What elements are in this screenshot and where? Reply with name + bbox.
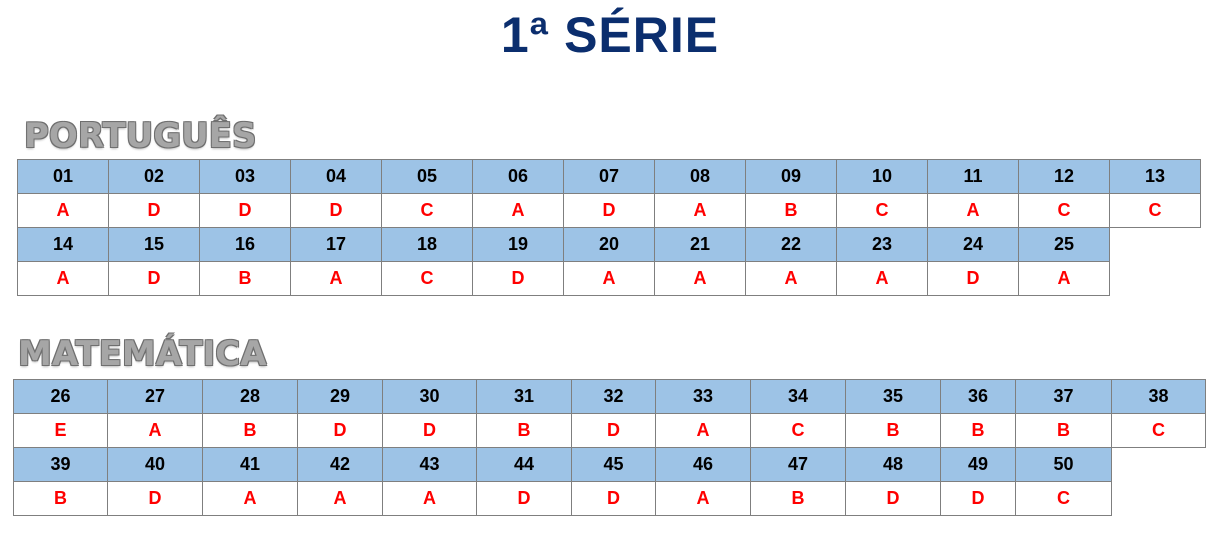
question-number-cell: 32	[571, 379, 656, 414]
answer-cell: D	[290, 193, 382, 228]
question-number-cell: 48	[845, 447, 941, 482]
answer-cell: B	[199, 261, 291, 296]
question-number-cell: 47	[750, 447, 846, 482]
question-number-cell: 35	[845, 379, 941, 414]
question-number-cell: 11	[927, 159, 1019, 194]
answer-cell: D	[845, 481, 941, 516]
question-number-cell: 07	[563, 159, 655, 194]
answer-cell: A	[472, 193, 564, 228]
question-number-cell: 39	[13, 447, 108, 482]
question-number-cell: 28	[202, 379, 298, 414]
question-number-cell: 20	[563, 227, 655, 262]
answer-cell: A	[17, 193, 109, 228]
page-title: 1ª SÉRIE	[500, 7, 720, 63]
answer-cell: D	[940, 481, 1016, 516]
answer-cell: C	[1111, 413, 1206, 448]
question-number-cell: 02	[108, 159, 200, 194]
question-number-cell: 42	[297, 447, 383, 482]
answer-cell: A	[202, 481, 298, 516]
answer-cell: B	[202, 413, 298, 448]
question-number-cell: 10	[836, 159, 928, 194]
question-number-cell: 50	[1015, 447, 1112, 482]
question-number-cell: 19	[472, 227, 564, 262]
question-number-cell: 13	[1109, 159, 1201, 194]
answer-cell: D	[472, 261, 564, 296]
answer-cell: A	[655, 413, 751, 448]
section-title-portugues: PORTUGUÊS	[24, 116, 257, 156]
answer-cell: D	[108, 261, 200, 296]
question-number-cell: 01	[17, 159, 109, 194]
question-number-cell: 29	[297, 379, 383, 414]
answer-cell: A	[745, 261, 837, 296]
answer-cell: A	[290, 261, 382, 296]
answer-cell: C	[381, 261, 473, 296]
question-number-cell: 37	[1015, 379, 1112, 414]
answer-cell: C	[381, 193, 473, 228]
question-number-cell: 18	[381, 227, 473, 262]
answer-row	[14, 482, 1206, 516]
question-number-cell: 34	[750, 379, 846, 414]
answer-cell: C	[1018, 193, 1110, 228]
answer-cell: B	[13, 481, 108, 516]
question-number-cell: 08	[654, 159, 746, 194]
answer-cell: B	[845, 413, 941, 448]
question-number-cell: 49	[940, 447, 1016, 482]
question-number-cell: 33	[655, 379, 751, 414]
answer-cell: A	[836, 261, 928, 296]
question-number-row	[18, 228, 1201, 262]
question-number-cell: 30	[382, 379, 477, 414]
question-number-cell: 16	[199, 227, 291, 262]
answer-row	[18, 194, 1201, 228]
question-number-cell: 17	[290, 227, 382, 262]
question-number-cell: 12	[1018, 159, 1110, 194]
question-number-cell: 36	[940, 379, 1016, 414]
answer-cell: A	[107, 413, 203, 448]
answer-cell: A	[655, 481, 751, 516]
answer-grid-portugues	[18, 160, 1201, 296]
answer-cell: D	[199, 193, 291, 228]
answer-cell: B	[745, 193, 837, 228]
answer-cell: A	[17, 261, 109, 296]
answer-row	[14, 414, 1206, 448]
answer-cell: A	[297, 481, 383, 516]
answer-cell: D	[571, 413, 656, 448]
question-number-cell: 40	[107, 447, 203, 482]
answer-cell: D	[297, 413, 383, 448]
answer-cell: A	[1018, 261, 1110, 296]
question-number-cell: 03	[199, 159, 291, 194]
answer-cell: D	[927, 261, 1019, 296]
answer-cell: E	[13, 413, 108, 448]
question-number-cell: 31	[476, 379, 572, 414]
answer-cell: D	[108, 193, 200, 228]
answer-cell: A	[563, 261, 655, 296]
answer-cell: A	[927, 193, 1019, 228]
question-number-cell: 43	[382, 447, 477, 482]
answer-cell: A	[654, 261, 746, 296]
answer-cell: B	[476, 413, 572, 448]
question-number-row	[18, 160, 1201, 194]
answer-cell: D	[476, 481, 572, 516]
question-number-row	[14, 448, 1206, 482]
question-number-cell: 27	[107, 379, 203, 414]
question-number-cell: 46	[655, 447, 751, 482]
answer-row	[18, 262, 1201, 296]
question-number-cell: 14	[17, 227, 109, 262]
answer-cell: A	[654, 193, 746, 228]
question-number-row	[14, 380, 1206, 414]
answer-cell: C	[1015, 481, 1112, 516]
answer-cell: D	[563, 193, 655, 228]
question-number-cell: 15	[108, 227, 200, 262]
answer-cell: A	[382, 481, 477, 516]
answer-cell: B	[940, 413, 1016, 448]
answer-cell: C	[750, 413, 846, 448]
question-number-cell: 25	[1018, 227, 1110, 262]
question-number-cell: 38	[1111, 379, 1206, 414]
answer-cell: C	[836, 193, 928, 228]
question-number-cell: 45	[571, 447, 656, 482]
question-number-cell: 06	[472, 159, 564, 194]
question-number-cell: 41	[202, 447, 298, 482]
question-number-cell: 09	[745, 159, 837, 194]
answer-cell: D	[107, 481, 203, 516]
answer-cell: B	[1015, 413, 1112, 448]
question-number-cell: 44	[476, 447, 572, 482]
answer-cell: B	[750, 481, 846, 516]
question-number-cell: 22	[745, 227, 837, 262]
answer-cell: D	[382, 413, 477, 448]
question-number-cell: 24	[927, 227, 1019, 262]
section-title-matematica: MATEMÁTICA	[18, 334, 267, 374]
question-number-cell: 23	[836, 227, 928, 262]
answer-cell: C	[1109, 193, 1201, 228]
question-number-cell: 21	[654, 227, 746, 262]
answer-cell: D	[571, 481, 656, 516]
question-number-cell: 05	[381, 159, 473, 194]
answer-grid-matematica	[14, 380, 1206, 516]
question-number-cell: 04	[290, 159, 382, 194]
question-number-cell: 26	[13, 379, 108, 414]
